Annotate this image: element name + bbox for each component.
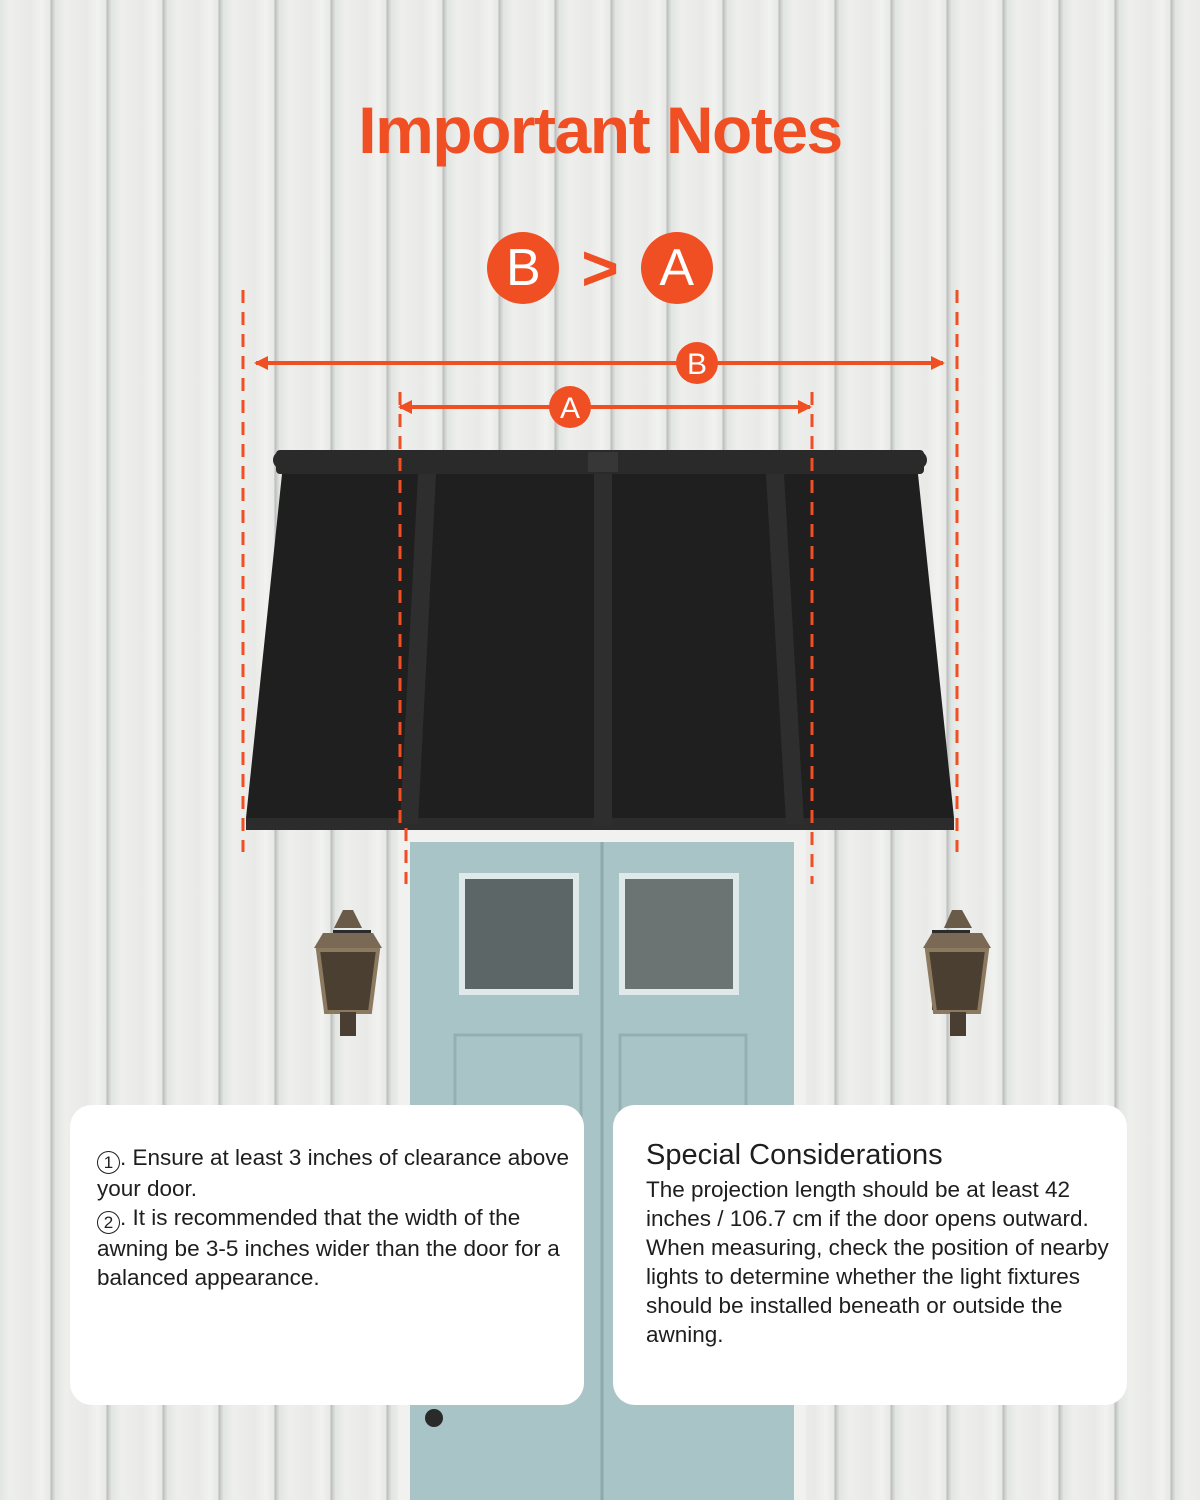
comparison-operator: > [581,232,619,304]
comparison-right-badge: A [641,232,713,304]
door-knob [425,1409,443,1427]
notes-card [70,1105,584,1405]
note-text-2: . It is recommended that the width of the awning be 3-5 inches wider than the door for a balanced appearance. [97,1205,560,1290]
dimension-a-label: A [559,392,581,425]
special-considerations-card [613,1105,1127,1405]
wall-lamp-right [923,910,991,1036]
card-title: Special Considerations [646,1139,943,1171]
note-item-2 [97,1203,572,1292]
note-text-1: . Ensure at least 3 inches of clearance above your door. [97,1145,570,1201]
consideration-projection: The projection length should be at least 42 inches / 106.7 cm if the door opens outward. [646,1177,1089,1231]
note-item-1 [97,1143,572,1203]
awning [246,450,954,830]
consideration-lights: When measuring, check the position of nearby lights to determine whether the light fixtures should be installed beneath or outside the awning. [646,1235,1109,1347]
wall-lamp-left [314,910,382,1036]
comparison-formula [0,232,1200,304]
page-title: Important Notes [358,93,842,167]
note-number-2: 2 [97,1211,120,1234]
comparison-left-badge: B [487,232,559,304]
dimension-b-label: B [686,348,708,381]
note-number-1: 1 [97,1151,120,1174]
